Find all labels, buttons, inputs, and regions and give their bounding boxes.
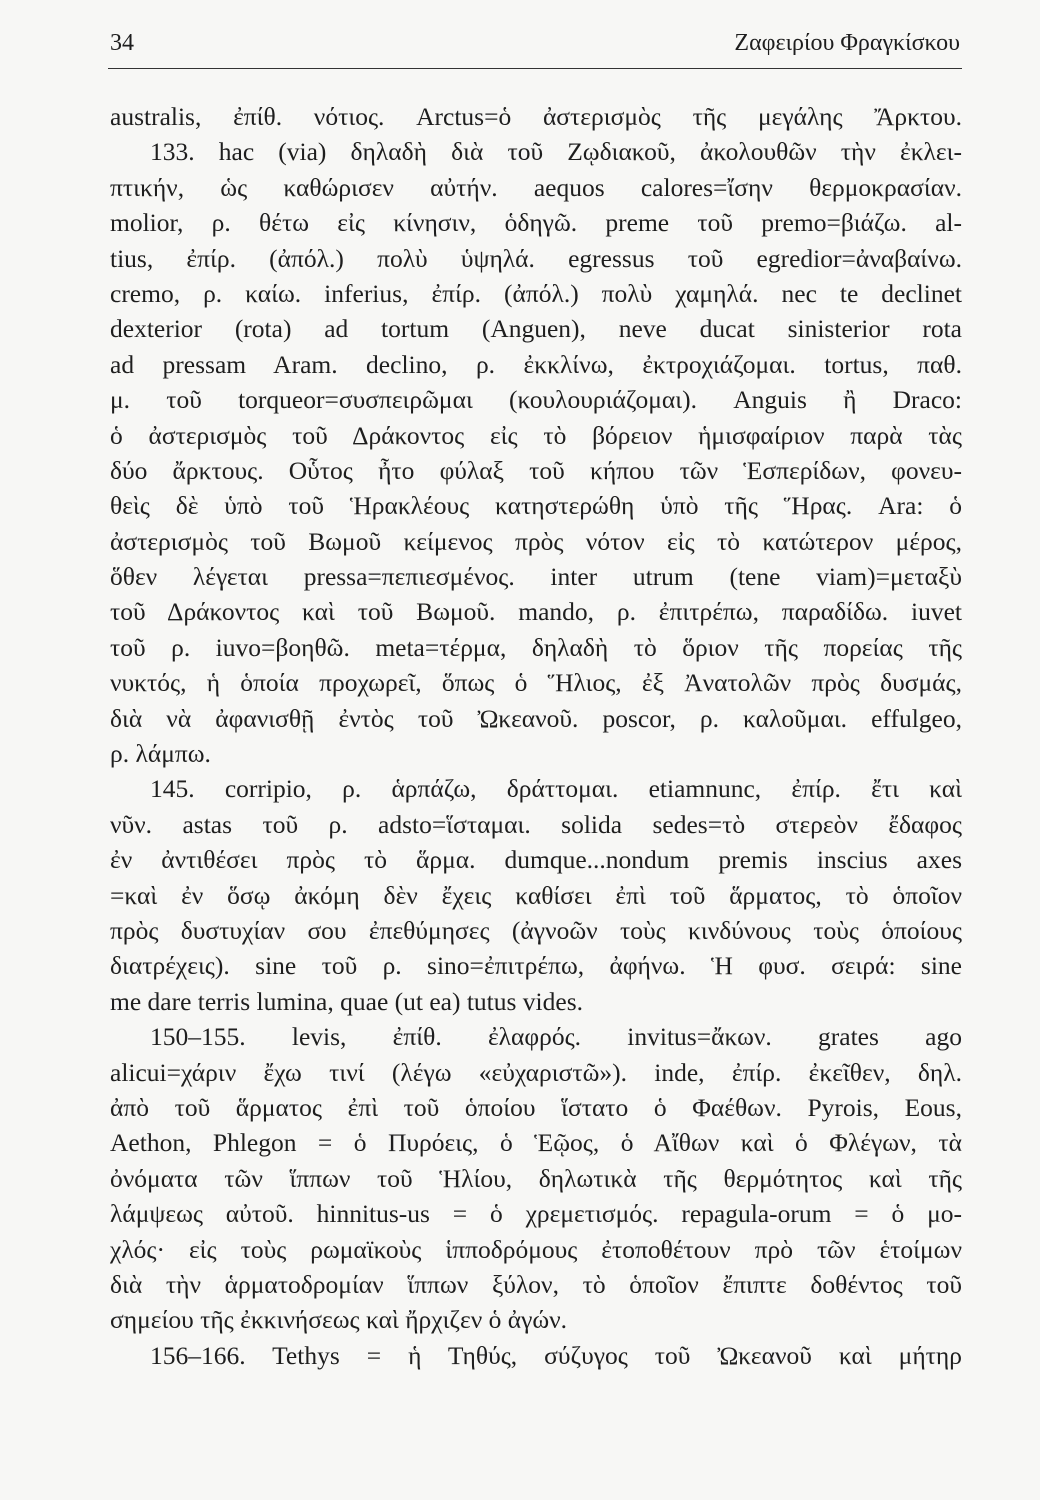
text-line: tius, ἐπίρ. (ἀπόλ.) πολὺ ὑψηλά. egressus τοῦ egredior=ἀναβαίνω. — [110, 243, 962, 273]
text-line: australis, ἐπίθ. νότιος. Arctus=ὁ ἀστερισμὸς τῆς μεγάλης Ἄρκτου. — [110, 102, 962, 131]
text-line: διατρέχεις). sine τοῦ ρ. sino=ἐπιτρέπω, ἀφήνω. Ἡ φυσ. σειρά: sine — [110, 951, 962, 981]
text-line: πρὸς δυστυχίαν σου ἐπεθύμησες (ἀγνοῶν τοὺς κινδύνους τοὺς ὁποίους — [110, 915, 962, 945]
page-number: 34 — [110, 30, 134, 56]
text-line: cremo, ρ. καίω. inferius, ἐπίρ. (ἀπόλ.) πολὺ χαμηλά. nec te declinet — [110, 278, 962, 308]
text-line: ad pressam Aram. declino, ρ. ἐκκλίνω, ἐκτροχιάζομαι. tortus, παθ. — [110, 349, 962, 379]
text-line: νῦν. astas τοῦ ρ. adsto=ἵσταμαι. solida sedes=τὸ στερεὸν ἔδαφος — [110, 809, 962, 839]
text-line: =καὶ ἐν ὅσῳ ἀκόμη δὲν ἔχεις καθίσει ἐπὶ τοῦ ἅρματος, τὸ ὁποῖον — [110, 880, 962, 910]
text-line: 150–155. levis, ἐπίθ. ἐλαφρός. invitus=ἄκων. grates ago — [150, 1022, 962, 1052]
running-head: Ζαφειρίου Φραγκίσκου — [734, 30, 960, 56]
text-line: διὰ τὴν ἁρματοδρομίαν ἵππων ξύλον, τὸ ὁποῖον ἔπιπτε δοθέντος τοῦ — [110, 1269, 962, 1299]
header-rule — [108, 68, 962, 69]
text-line: alicui=χάριν ἔχω τινί (λέγω «εὐχαριστῶ»). inde, ἐπίρ. ἐκεῖθεν, δηλ. — [110, 1057, 962, 1087]
text-line: ὁ ἀστερισμὸς τοῦ Δράκοντος εἰς τὸ βόρειον ἡμισφαίριον παρὰ τὰς — [110, 420, 962, 450]
text-line: ἐν ἀντιθέσει πρὸς τὸ ἅρμα. dumque...nondum premis inscius axes — [110, 845, 962, 875]
text-line: ὅθεν λέγεται pressa=πεπιεσμένος. inter utrum (tene viam)=μεταξὺ — [110, 562, 962, 592]
text-line: λάμψεως αὐτοῦ. hinnitus-us = ὁ χρεμετισμός. repagula-orum = ὁ μο- — [110, 1199, 962, 1229]
text-line: 145. corripio, ρ. ἁρπάζω, δράττομαι. etiamnunc, ἐπίρ. ἔτι καὶ — [150, 774, 962, 804]
text-line: 133. hac (via) δηλαδὴ διὰ τοῦ Ζῳδιακοῦ, ἀκολουθῶν τὴν ἐκλει- — [150, 137, 962, 167]
text-line: ἀστερισμὸς τοῦ Βωμοῦ κείμενος πρὸς νότον εἰς τὸ κατώτερον μέρος, — [110, 526, 962, 556]
text-line: χλός· εἰς τοὺς ρωμαϊκοὺς ἱπποδρόμους ἐτοποθέτουν πρὸ τῶν ἑτοίμων — [110, 1234, 962, 1264]
text-line: 156–166. Tethys = ἡ Τηθύς, σύζυγος τοῦ Ὠκεανοῦ καὶ μήτηρ — [150, 1340, 962, 1370]
text-line: νυκτός, ἡ ὁποία προχωρεῖ, ὅπως ὁ Ἥλιος, ἐξ Ἀνατολῶν πρὸς δυσμάς, — [110, 668, 962, 698]
text-line: σημείου τῆς ἐκκινήσεως καὶ ἤρχιζεν ὁ ἀγών. — [110, 1305, 568, 1335]
text-line: τοῦ ρ. iuvo=βοηθῶ. meta=τέρμα, δηλαδὴ τὸ ὅριον τῆς πορείας τῆς — [110, 632, 962, 662]
text-line: μ. τοῦ torqueor=συσπειρῶμαι (κουλουριάζομαι). Anguis ἢ Draco: — [110, 385, 962, 415]
text-line: ἀπὸ τοῦ ἅρματος ἐπὶ τοῦ ὁποίου ἵστατο ὁ Φαέθων. Pyrois, Eous, — [110, 1092, 962, 1122]
text-line: δύο ἄρκτους. Οὗτος ἦτο φύλαξ τοῦ κήπου τῶν Ἑσπερίδων, φονευ- — [110, 455, 962, 485]
text-line: ρ. λάμπω. — [110, 739, 211, 769]
body-text — [110, 99, 962, 1373]
text-line: Aethon, Phlegon = ὁ Πυρόεις, ὁ Ἑῷος, ὁ Αἴθων καὶ ὁ Φλέγων, τὰ — [110, 1128, 962, 1158]
text-line: dexterior (rota) ad tortum (Anguen), neve ducat sinisterior rota — [110, 314, 962, 344]
text-line: ὀνόματα τῶν ἵππων τοῦ Ἡλίου, δηλωτικὰ τῆς θερμότητος καὶ τῆς — [110, 1163, 962, 1193]
text-line: molior, ρ. θέτω εἰς κίνησιν, ὁδηγῶ. preme τοῦ premo=βιάζω. al- — [110, 208, 962, 238]
text-line: me dare terris lumina, quae (ut ea) tutus vides. — [110, 986, 584, 1016]
text-line: θεὶς δὲ ὑπὸ τοῦ Ἡρακλέους κατηστερώθη ὑπὸ τῆς Ἥρας. Ara: ὁ — [110, 491, 962, 521]
text-line: τοῦ Δράκοντος καὶ τοῦ Βωμοῦ. mando, ρ. ἐπιτρέπω, παραδίδω. iuvet — [110, 597, 962, 627]
text-line: διὰ νὰ ἀφανισθῇ ἐντὸς τοῦ Ὠκεανοῦ. poscor, ρ. καλοῦμαι. effulgeo, — [110, 703, 962, 733]
text-line: πτικήν, ὡς καθώρισεν αὐτήν. aequos calores=ἴσην θερμοκρασίαν. — [110, 172, 962, 202]
